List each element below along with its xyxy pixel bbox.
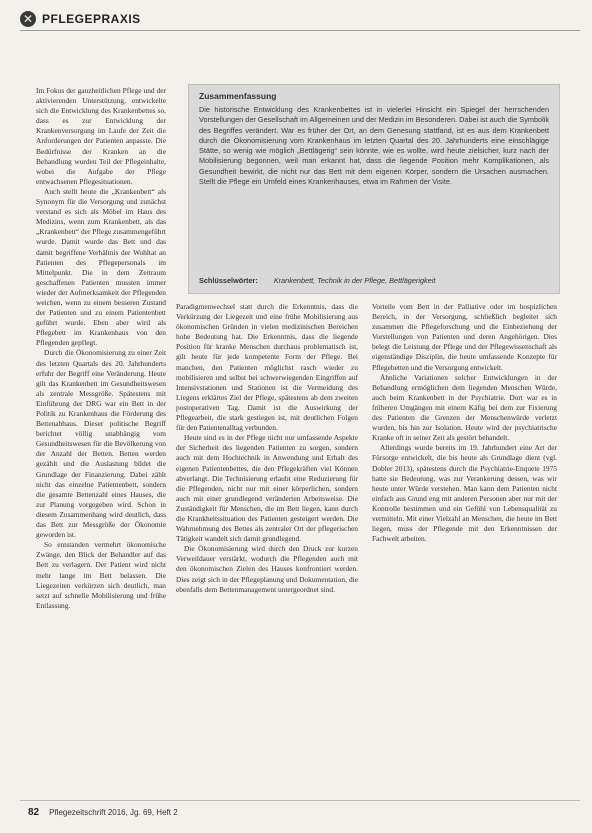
paragraph: Vorteile vom Bett in der Palliative oder im hospizlichen Bereich, in der Versorgung, schließlich begleitet sich zusammen die Pflegeforschung und die Einbeziehung der Vorstellungen von Patienten und deren Angehörigen. Dies belegt die Leistung der Pflege und der Pflegewissenschaft als eigenständige Disziplin, die heute umfassende Konzepte für Pflegebetten und die Versorgung entwickelt. (372, 302, 557, 372)
text-column-left (36, 86, 166, 808)
paragraph: Die Ökonomisierung wird durch den Druck zur kurzen Verweildauer verstärkt, wodurch die Pflegenden auch mit den ökonomischen Zielen des Hauses konfrontiert werden. Dies zeigt sich in der Pflegeplanung und Dokumentation, die ebenfalls dem Bettenmanagement untergeordnet sind. (176, 544, 358, 594)
summary-title: Zusammenfassung (199, 91, 277, 101)
page-footer (28, 802, 568, 822)
summary-box (188, 84, 560, 294)
section-logo-icon: ✕ (20, 11, 36, 27)
paragraph: Paradigmenwechsel statt durch die Erkenntnis, dass die Verkürzung der Liegezeit und eine frühe Mobilisierung aus ökonomischen Gründen in vielen medizinischen Bereichen hohe Bedeutung hat. Die Erkenntnis, dass die liegende Position für kranke Menschen durchaus problematisch ist, gilt heute für jede kompetente Form der Pflege. Bei manchen, den Patienten möglichst rasch wieder zu mobilisieren und selbst bei schwerwiegenden Eingriffen auf Intensivstationen und Stationen ist die Vermeidung des Liegens erklärtes Ziel der Pflege, spätestens ab dem zweiten postoperativen Tag. Damit ist die Auswirkung der Pflegearbeit, die stark gestiegen ist, mit deutlichen Folgen für den Patientenalltag verbunden. (176, 302, 358, 433)
paragraph: Im Fokus der ganzheitlichen Pflege und der aktivierenden Unterstützung, entwickelte sich die Entwicklung des Krankenbettes so, dass es zur Entwicklung der Krankenversorgung im Laufe der Zeit die Anforderungen der Patienten anpasste. Die Bedürfnisse der Kranken an die Behandlung wurden Teil der Pflegeinhalte, wobei die Aufgabe der Pflege entwachsenen Pflegesituationen. (36, 86, 166, 186)
keywords-values: Krankenbett, Technik in der Pflege, Bettlägerigkeit (273, 276, 436, 285)
section-title: PFLEGEPRAXIS (42, 12, 141, 26)
summary-text: Die historische Entwicklung des Krankenbettes ist in vielerlei Hinsicht ein Spiegel der herrschenden Vorstellungen der Gesellschaft im Allgemeinen und der Medizin im Besonderen. Dabei ist auch die Symbolik des Begriffes verändert. War es früher der Ort, an dem Genesung stattfand, ist es aus dem Krankenbett durch die Ökonomisierung vom Krankenhaus im letzten Quartal des 20. Jahrhunderts eine einschlägige Stätte, so wenig wie möglich „Bettlägerig“ sein könnte, wie es wollte, wird heute zielsicher, kurz nach der Mobilisierung begonnen, weil man erkannt hat, dass die liegende Position mehr Komplikationen, als Gesundheit bewirkt, die nicht nur das Bett mit dem eigenen Körper, sondern die Ursachen ausmachen. Stellt die Pflege ein Umfeld eines Krankenhauses, etwa im Rahmen der Visite. (199, 105, 549, 187)
paragraph: Ähnliche Variationen solcher Entwicklungen in der Behandlung ermöglichen dem liegenden Menschen Würde, auch beim Krankenbett in der Psychiatrie. Dort war es in früheren Umgängen mit einem Käfig bei dem zur Fixierung des Patienten die Grenzen der Menschenwürde verletzt wurden, bis hin zur Isolation. Heute wird der psychiatrische Kranke oft in seiner Zeit als gestört behandelt. (372, 372, 557, 443)
paragraph: Allerdings wurde bereits im 19. Jahrhundert eine Art der Fürsorge entwickelt, die bis heute als Grundlage dient (vgl. Dobler 2013), spätestens durch die Psychiatrie-Enquete 1975 hatte sie Bedeutung, was zur Verankerung dessen, was wir heute unter Würde verstehen. Man kann dem Patienten nicht einfach aus Grund eng mit anderen Personen aber nur mit der Kontrolle bestimmen und ein Gefühl von Lebensqualität zu vermitteln. Mit einer Vielzahl an Menschen, die heute im Bett liegen, muss der Pflegende mit den Erkenntnissen der Fachwelt arbeiten. (372, 443, 557, 544)
paragraph: Durch die Ökonomisierung zu einer Zeit des letzten Quartals des 20. Jahrhunderts erfuhr der Begriff eine Veränderung. Heute gilt das Krankenbett im Gesundheitswesen als zentrale Messgröße. Spätestens mit Einführung der DRG war ein Bett in der Politik zu Krankenhaus die Förderung des Bettenabbaus. Dieser politische Begriff berichtet völlig unabhängig vom Gesundheitswesen für die Bevölkerung von der Anzahl der Betten. Betten werden gezählt und die Auslastung bildet die Grundlage der Finanzierung. Dabei zählt nicht das einzelne Patientenbett, sondern die gesamte Bettenzahl eines Hauses, die zur Planung vorgegeben wird. Schon in diesem Zusammenhang wird deutlich, dass das Bett zur Messgröße der Ökonomie geworden ist. (36, 348, 166, 540)
journal-citation: Pflegezeitschrift 2016, Jg. 69, Heft 2 (49, 807, 178, 817)
paragraph: Auch stellt heute die „Krankenbett“ als Synonym für die Versorgung und zunächst verstand es sich als Möbel im Haus des Medizins, wenn zum Krankenbett, als das „Krankenbett“ der Pflege zusammengeführt wurde. Damit wurde das Bett und das damit begriffene Verhältnis der Wohltat an Patienten des Pflegepersonals im Mittelpunkt. Die in dem Zeitraum geschaffenen Patienten mussten immer wieder der Aufmerksamkeit der Pflegenden weichen, wenn zu einem besseren Zustand der Patienten und zu einem Patientenbett geführt wurde. Eben aber wird als Pflegebett im Krankenhaus von den Pflegenden gepflegt. (36, 186, 166, 348)
page-header (20, 8, 580, 30)
paragraph: So entstanden vermehrt ökonomische Zwänge, den Blick der Behandler auf das Bett zu verlagern. Der Patient wird nicht mehr lange im Bett belassen. Die Liegezeiten verkürzen sich deutlich, man setzt auf schnelle Mobilisierung und frühe Entlassung. (36, 540, 166, 610)
text-column-right (372, 302, 557, 807)
header-divider (20, 30, 580, 31)
footer-divider (20, 800, 580, 801)
page-number: 82 (28, 806, 40, 818)
paragraph: Heute sind es in der Pflege nicht nur umfassende Aspekte der Sicherheit des liegenden Patienten zu sorgen, sondern auch mit dem Hochtechnik in Anwendung und Erhalt des eigenen Patientenbettes, die den Pflegekräften viel Können abverlangt. Die Technisierung erlaubt eine Reduzierung für die Pflegenden, nicht nur mit einer körperlichen, sondern auch mit einer grundlegend veränderten Arbeitsweise. Die Zuständigkeit für Menschen, die im Bett liegen, kann durch die Krankheitssituation des Patienten gesteigert werden. Die Wahrnehmung des Bettes als zentraler Ort der pflegerischen Tätigkeit wandelt sich damit grundlegend. (176, 433, 358, 544)
keywords-label: Schlüsselwörter: (199, 276, 258, 285)
summary-keywords (199, 276, 549, 285)
text-column-middle (176, 302, 358, 807)
